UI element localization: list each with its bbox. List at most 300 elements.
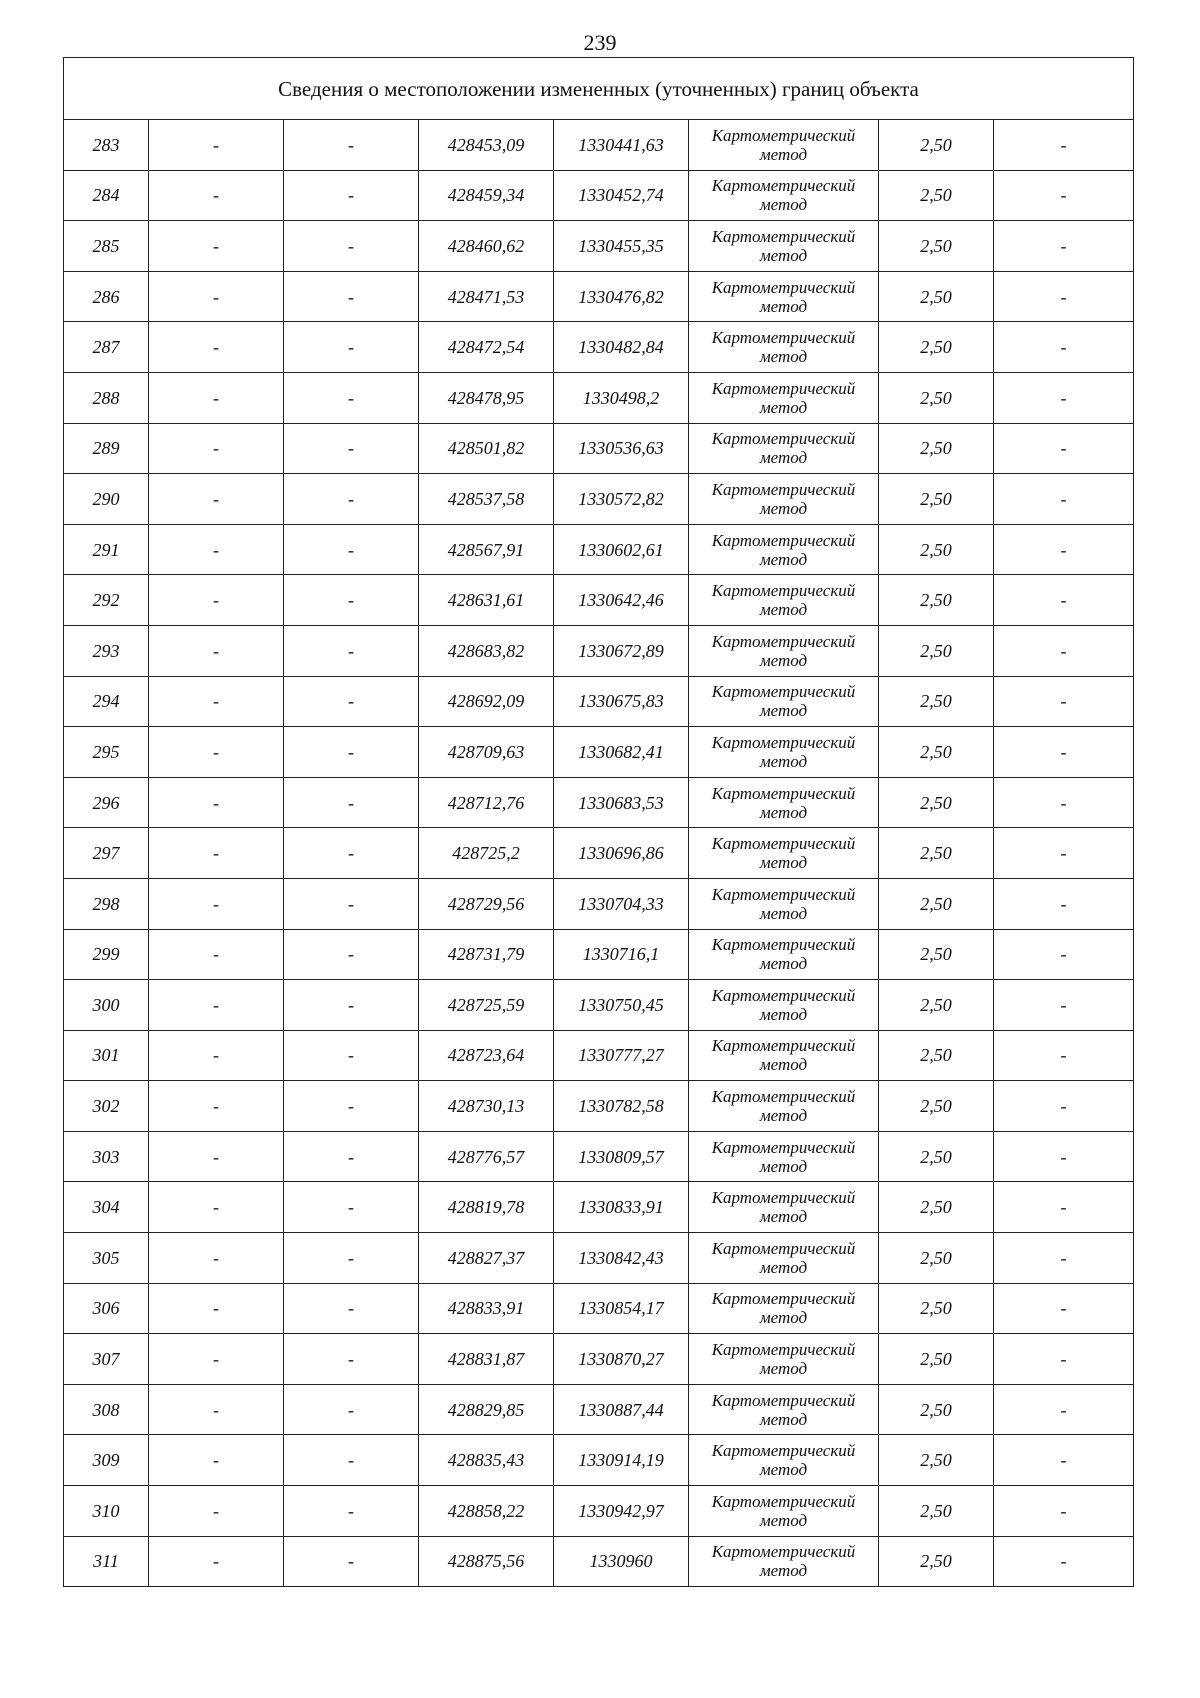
table-title-row <box>64 58 1134 120</box>
method-text: Картометрический <box>711 1087 856 1107</box>
cell-point-number: 310 <box>64 1486 149 1537</box>
cell-dash: - <box>994 676 1134 727</box>
cell-dash: - <box>284 625 419 676</box>
cell-dash: - <box>284 474 419 525</box>
cell-x-coordinate: 428631,61 <box>419 575 554 626</box>
cell-dash: - <box>149 777 284 828</box>
cell-x-coordinate: 428858,22 <box>419 1486 554 1537</box>
table-row <box>64 271 1134 322</box>
method-text: Картометрический <box>711 176 856 196</box>
cell-point-number: 283 <box>64 120 149 171</box>
cell-accuracy: 2,50 <box>879 1435 994 1486</box>
method-text: метод <box>759 347 808 367</box>
cell-x-coordinate: 428829,85 <box>419 1384 554 1435</box>
cell-point-number: 309 <box>64 1435 149 1486</box>
cell-point-number: 293 <box>64 625 149 676</box>
cell-dash: - <box>149 980 284 1031</box>
cell-x-coordinate: 428472,54 <box>419 322 554 373</box>
cell-y-coordinate: 1330854,17 <box>554 1283 689 1334</box>
cell-x-coordinate: 428501,82 <box>419 423 554 474</box>
table-row <box>64 1081 1134 1132</box>
cell-dash: - <box>284 727 419 778</box>
cell-method <box>689 524 879 575</box>
cell-point-number: 307 <box>64 1334 149 1385</box>
table-row <box>64 1182 1134 1233</box>
cell-method <box>689 1030 879 1081</box>
cell-dash: - <box>994 878 1134 929</box>
cell-accuracy: 2,50 <box>879 1536 994 1587</box>
cell-method <box>689 929 879 980</box>
cell-x-coordinate: 428537,58 <box>419 474 554 525</box>
cell-dash: - <box>994 1486 1134 1537</box>
cell-dash: - <box>994 474 1134 525</box>
cell-dash: - <box>994 828 1134 879</box>
cell-x-coordinate: 428453,09 <box>419 120 554 171</box>
method-text: метод <box>759 1510 808 1530</box>
cell-dash: - <box>149 1435 284 1486</box>
cell-dash: - <box>994 423 1134 474</box>
cell-y-coordinate: 1330809,57 <box>554 1131 689 1182</box>
table-row <box>64 221 1134 272</box>
table-row <box>64 1334 1134 1385</box>
cell-dash: - <box>284 423 419 474</box>
method-text: метод <box>759 498 808 518</box>
method-text: метод <box>759 1409 808 1429</box>
cell-point-number: 291 <box>64 524 149 575</box>
method-text: Картометрический <box>711 1137 856 1157</box>
cell-y-coordinate: 1330682,41 <box>554 727 689 778</box>
page-number: 239 <box>583 30 617 55</box>
cell-point-number: 299 <box>64 929 149 980</box>
method-text: метод <box>759 650 808 670</box>
table-row <box>64 1536 1134 1587</box>
cell-dash: - <box>149 221 284 272</box>
cell-accuracy: 2,50 <box>879 271 994 322</box>
cell-y-coordinate: 1330777,27 <box>554 1030 689 1081</box>
table-row <box>64 980 1134 1031</box>
cell-accuracy: 2,50 <box>879 120 994 171</box>
method-text: Картометрический <box>711 783 856 803</box>
cell-method <box>689 1283 879 1334</box>
method-text: метод <box>759 751 808 771</box>
table-row <box>64 524 1134 575</box>
method-text: Картометрический <box>711 682 856 702</box>
cell-point-number: 290 <box>64 474 149 525</box>
cell-dash: - <box>149 676 284 727</box>
method-text: метод <box>759 1004 808 1024</box>
cell-accuracy: 2,50 <box>879 1233 994 1284</box>
cell-dash: - <box>994 777 1134 828</box>
cell-y-coordinate: 1330782,58 <box>554 1081 689 1132</box>
cell-point-number: 297 <box>64 828 149 879</box>
cell-x-coordinate: 428683,82 <box>419 625 554 676</box>
method-text: Картометрический <box>711 1238 856 1258</box>
cell-point-number: 308 <box>64 1384 149 1435</box>
cell-point-number: 298 <box>64 878 149 929</box>
cell-x-coordinate: 428725,59 <box>419 980 554 1031</box>
cell-y-coordinate: 1330536,63 <box>554 423 689 474</box>
cell-y-coordinate: 1330476,82 <box>554 271 689 322</box>
cell-x-coordinate: 428725,2 <box>419 828 554 879</box>
method-text: метод <box>759 1106 808 1126</box>
cell-accuracy: 2,50 <box>879 625 994 676</box>
method-text: Картометрический <box>711 429 856 449</box>
cell-dash: - <box>149 878 284 929</box>
cell-dash: - <box>149 1384 284 1435</box>
cell-method <box>689 625 879 676</box>
cell-accuracy: 2,50 <box>879 878 994 929</box>
table-row <box>64 1131 1134 1182</box>
cell-method <box>689 676 879 727</box>
cell-x-coordinate: 428692,09 <box>419 676 554 727</box>
table-row <box>64 828 1134 879</box>
table-row <box>64 372 1134 423</box>
cell-accuracy: 2,50 <box>879 777 994 828</box>
cell-dash: - <box>284 1435 419 1486</box>
method-text: Картометрический <box>711 479 856 499</box>
cell-dash: - <box>284 1233 419 1284</box>
cell-accuracy: 2,50 <box>879 828 994 879</box>
method-text: Картометрический <box>711 1491 856 1511</box>
cell-dash: - <box>149 1081 284 1132</box>
cell-y-coordinate: 1330572,82 <box>554 474 689 525</box>
cell-accuracy: 2,50 <box>879 676 994 727</box>
cell-x-coordinate: 428730,13 <box>419 1081 554 1132</box>
cell-method <box>689 120 879 171</box>
method-text: Картометрический <box>711 1441 856 1461</box>
cell-y-coordinate: 1330750,45 <box>554 980 689 1031</box>
method-text: Картометрический <box>711 1188 856 1208</box>
cell-x-coordinate: 428709,63 <box>419 727 554 778</box>
cell-accuracy: 2,50 <box>879 372 994 423</box>
cell-y-coordinate: 1330683,53 <box>554 777 689 828</box>
cell-y-coordinate: 1330887,44 <box>554 1384 689 1435</box>
cell-y-coordinate: 1330833,91 <box>554 1182 689 1233</box>
cell-dash: - <box>149 1233 284 1284</box>
cell-method <box>689 322 879 373</box>
cell-accuracy: 2,50 <box>879 170 994 221</box>
cell-point-number: 306 <box>64 1283 149 1334</box>
cell-dash: - <box>149 120 284 171</box>
cell-y-coordinate: 1330455,35 <box>554 221 689 272</box>
table-row <box>64 1435 1134 1486</box>
cell-dash: - <box>149 1334 284 1385</box>
method-text: Картометрический <box>711 1289 856 1309</box>
cell-point-number: 285 <box>64 221 149 272</box>
table-row <box>64 575 1134 626</box>
cell-point-number: 301 <box>64 1030 149 1081</box>
method-text: метод <box>759 195 808 215</box>
cell-y-coordinate: 1330642,46 <box>554 575 689 626</box>
cell-method <box>689 1131 879 1182</box>
method-text: Картометрический <box>711 834 856 854</box>
cell-dash: - <box>994 1182 1134 1233</box>
table-row <box>64 170 1134 221</box>
cell-x-coordinate: 428723,64 <box>419 1030 554 1081</box>
method-text: Картометрический <box>711 631 856 651</box>
cell-point-number: 295 <box>64 727 149 778</box>
cell-method <box>689 1435 879 1486</box>
method-text: метод <box>759 954 808 974</box>
cell-dash: - <box>149 170 284 221</box>
cell-x-coordinate: 428478,95 <box>419 372 554 423</box>
cell-dash: - <box>994 170 1134 221</box>
method-text: метод <box>759 1359 808 1379</box>
cell-x-coordinate: 428459,34 <box>419 170 554 221</box>
cell-dash: - <box>149 524 284 575</box>
cell-dash: - <box>994 1536 1134 1587</box>
cell-dash: - <box>994 372 1134 423</box>
cell-x-coordinate: 428567,91 <box>419 524 554 575</box>
cell-dash: - <box>149 474 284 525</box>
table-row <box>64 676 1134 727</box>
method-text: метод <box>759 701 808 721</box>
cell-method <box>689 372 879 423</box>
cell-method <box>689 1182 879 1233</box>
cell-point-number: 286 <box>64 271 149 322</box>
cell-x-coordinate: 428729,56 <box>419 878 554 929</box>
table-row <box>64 1233 1134 1284</box>
method-text: Картометрический <box>711 884 856 904</box>
cell-dash: - <box>284 1131 419 1182</box>
cell-y-coordinate: 1330870,27 <box>554 1334 689 1385</box>
cell-accuracy: 2,50 <box>879 980 994 1031</box>
cell-dash: - <box>994 1131 1134 1182</box>
cell-dash: - <box>149 575 284 626</box>
cell-dash: - <box>994 1435 1134 1486</box>
method-text: метод <box>759 549 808 569</box>
cell-point-number: 304 <box>64 1182 149 1233</box>
method-text: Картометрический <box>711 985 856 1005</box>
cell-dash: - <box>284 575 419 626</box>
cell-y-coordinate: 1330842,43 <box>554 1233 689 1284</box>
cell-y-coordinate: 1330672,89 <box>554 625 689 676</box>
cell-dash: - <box>994 929 1134 980</box>
cell-accuracy: 2,50 <box>879 524 994 575</box>
table-row <box>64 474 1134 525</box>
cell-dash: - <box>284 878 419 929</box>
method-text: Картометрический <box>711 1340 856 1360</box>
cell-method <box>689 1384 879 1435</box>
cell-method <box>689 221 879 272</box>
boundary-coordinates-table <box>63 57 1134 1587</box>
cell-point-number: 302 <box>64 1081 149 1132</box>
method-text: метод <box>759 1460 808 1480</box>
cell-dash: - <box>149 1182 284 1233</box>
method-text: Картометрический <box>711 226 856 246</box>
cell-accuracy: 2,50 <box>879 1334 994 1385</box>
cell-x-coordinate: 428831,87 <box>419 1334 554 1385</box>
cell-dash: - <box>994 271 1134 322</box>
cell-point-number: 311 <box>64 1536 149 1587</box>
cell-x-coordinate: 428460,62 <box>419 221 554 272</box>
cell-point-number: 292 <box>64 575 149 626</box>
cell-x-coordinate: 428819,78 <box>419 1182 554 1233</box>
cell-dash: - <box>149 1131 284 1182</box>
table-row <box>64 120 1134 171</box>
cell-dash: - <box>994 1334 1134 1385</box>
cell-dash: - <box>149 322 284 373</box>
cell-dash: - <box>284 1486 419 1537</box>
cell-dash: - <box>284 676 419 727</box>
cell-dash: - <box>149 1283 284 1334</box>
cell-y-coordinate: 1330696,86 <box>554 828 689 879</box>
cell-dash: - <box>284 1081 419 1132</box>
method-text: метод <box>759 245 808 265</box>
cell-method <box>689 878 879 929</box>
cell-accuracy: 2,50 <box>879 221 994 272</box>
cell-accuracy: 2,50 <box>879 1283 994 1334</box>
cell-dash: - <box>994 1384 1134 1435</box>
cell-method <box>689 575 879 626</box>
cell-y-coordinate: 1330482,84 <box>554 322 689 373</box>
cell-x-coordinate: 428827,37 <box>419 1233 554 1284</box>
cell-point-number: 305 <box>64 1233 149 1284</box>
table-row <box>64 1384 1134 1435</box>
table-row <box>64 423 1134 474</box>
cell-point-number: 284 <box>64 170 149 221</box>
cell-point-number: 300 <box>64 980 149 1031</box>
cell-dash: - <box>994 625 1134 676</box>
cell-accuracy: 2,50 <box>879 575 994 626</box>
cell-dash: - <box>149 828 284 879</box>
method-text: метод <box>759 1207 808 1227</box>
cell-dash: - <box>994 1081 1134 1132</box>
cell-method <box>689 1334 879 1385</box>
cell-accuracy: 2,50 <box>879 1131 994 1182</box>
cell-point-number: 288 <box>64 372 149 423</box>
method-text: метод <box>759 1055 808 1075</box>
method-text: Картометрический <box>711 1036 856 1056</box>
cell-method <box>689 828 879 879</box>
table-row <box>64 727 1134 778</box>
cell-method <box>689 423 879 474</box>
method-text: Картометрический <box>711 732 856 752</box>
cell-accuracy: 2,50 <box>879 727 994 778</box>
table-row <box>64 929 1134 980</box>
cell-method <box>689 1081 879 1132</box>
method-text: метод <box>759 903 808 923</box>
cell-method <box>689 1233 879 1284</box>
cell-y-coordinate: 1330602,61 <box>554 524 689 575</box>
cell-x-coordinate: 428471,53 <box>419 271 554 322</box>
cell-dash: - <box>994 221 1134 272</box>
cell-point-number: 303 <box>64 1131 149 1182</box>
cell-method <box>689 474 879 525</box>
method-text: Картометрический <box>711 1390 856 1410</box>
cell-dash: - <box>284 322 419 373</box>
cell-accuracy: 2,50 <box>879 322 994 373</box>
cell-accuracy: 2,50 <box>879 1384 994 1435</box>
method-text: Картометрический <box>711 935 856 955</box>
cell-dash: - <box>284 524 419 575</box>
cell-dash: - <box>149 1486 284 1537</box>
method-text: метод <box>759 853 808 873</box>
cell-method <box>689 1486 879 1537</box>
cell-accuracy: 2,50 <box>879 1030 994 1081</box>
cell-dash: - <box>284 777 419 828</box>
cell-dash: - <box>284 1536 419 1587</box>
table-row <box>64 878 1134 929</box>
cell-dash: - <box>284 929 419 980</box>
method-text: метод <box>759 600 808 620</box>
method-text: метод <box>759 1561 808 1581</box>
cell-method <box>689 271 879 322</box>
cell-x-coordinate: 428776,57 <box>419 1131 554 1182</box>
cell-x-coordinate: 428875,56 <box>419 1536 554 1587</box>
method-text: Картометрический <box>711 328 856 348</box>
cell-dash: - <box>149 372 284 423</box>
cell-point-number: 287 <box>64 322 149 373</box>
cell-dash: - <box>149 1030 284 1081</box>
cell-y-coordinate: 1330960 <box>554 1536 689 1587</box>
method-text: Картометрический <box>711 581 856 601</box>
cell-dash: - <box>149 727 284 778</box>
method-text: Картометрический <box>711 378 856 398</box>
method-text: метод <box>759 296 808 316</box>
cell-dash: - <box>994 1283 1134 1334</box>
cell-accuracy: 2,50 <box>879 1486 994 1537</box>
cell-y-coordinate: 1330441,63 <box>554 120 689 171</box>
cell-accuracy: 2,50 <box>879 423 994 474</box>
cell-method <box>689 777 879 828</box>
method-text: метод <box>759 1156 808 1176</box>
cell-x-coordinate: 428833,91 <box>419 1283 554 1334</box>
table-title: Сведения о местоположении измененных (уточненных) границ объекта <box>64 58 1134 120</box>
cell-y-coordinate: 1330914,19 <box>554 1435 689 1486</box>
method-text: метод <box>759 802 808 822</box>
cell-dash: - <box>284 221 419 272</box>
method-text: метод <box>759 144 808 164</box>
method-text: Картометрический <box>711 530 856 550</box>
cell-y-coordinate: 1330498,2 <box>554 372 689 423</box>
cell-dash: - <box>149 1536 284 1587</box>
cell-x-coordinate: 428835,43 <box>419 1435 554 1486</box>
cell-dash: - <box>284 828 419 879</box>
cell-y-coordinate: 1330716,1 <box>554 929 689 980</box>
method-text: метод <box>759 1308 808 1328</box>
cell-dash: - <box>994 980 1134 1031</box>
cell-accuracy: 2,50 <box>879 1081 994 1132</box>
cell-dash: - <box>284 271 419 322</box>
cell-y-coordinate: 1330675,83 <box>554 676 689 727</box>
method-text: метод <box>759 448 808 468</box>
cell-method <box>689 727 879 778</box>
cell-dash: - <box>149 929 284 980</box>
cell-method <box>689 980 879 1031</box>
cell-x-coordinate: 428712,76 <box>419 777 554 828</box>
cell-dash: - <box>994 120 1134 171</box>
cell-x-coordinate: 428731,79 <box>419 929 554 980</box>
cell-dash: - <box>284 980 419 1031</box>
cell-point-number: 296 <box>64 777 149 828</box>
cell-point-number: 294 <box>64 676 149 727</box>
cell-method <box>689 170 879 221</box>
cell-dash: - <box>284 170 419 221</box>
cell-y-coordinate: 1330942,97 <box>554 1486 689 1537</box>
cell-dash: - <box>284 1283 419 1334</box>
cell-point-number: 289 <box>64 423 149 474</box>
method-text: Картометрический <box>711 277 856 297</box>
cell-dash: - <box>994 727 1134 778</box>
cell-accuracy: 2,50 <box>879 929 994 980</box>
cell-dash: - <box>284 1384 419 1435</box>
cell-dash: - <box>149 423 284 474</box>
cell-dash: - <box>994 1030 1134 1081</box>
table-row <box>64 322 1134 373</box>
cell-dash: - <box>149 271 284 322</box>
method-text: Картометрический <box>711 1542 856 1562</box>
